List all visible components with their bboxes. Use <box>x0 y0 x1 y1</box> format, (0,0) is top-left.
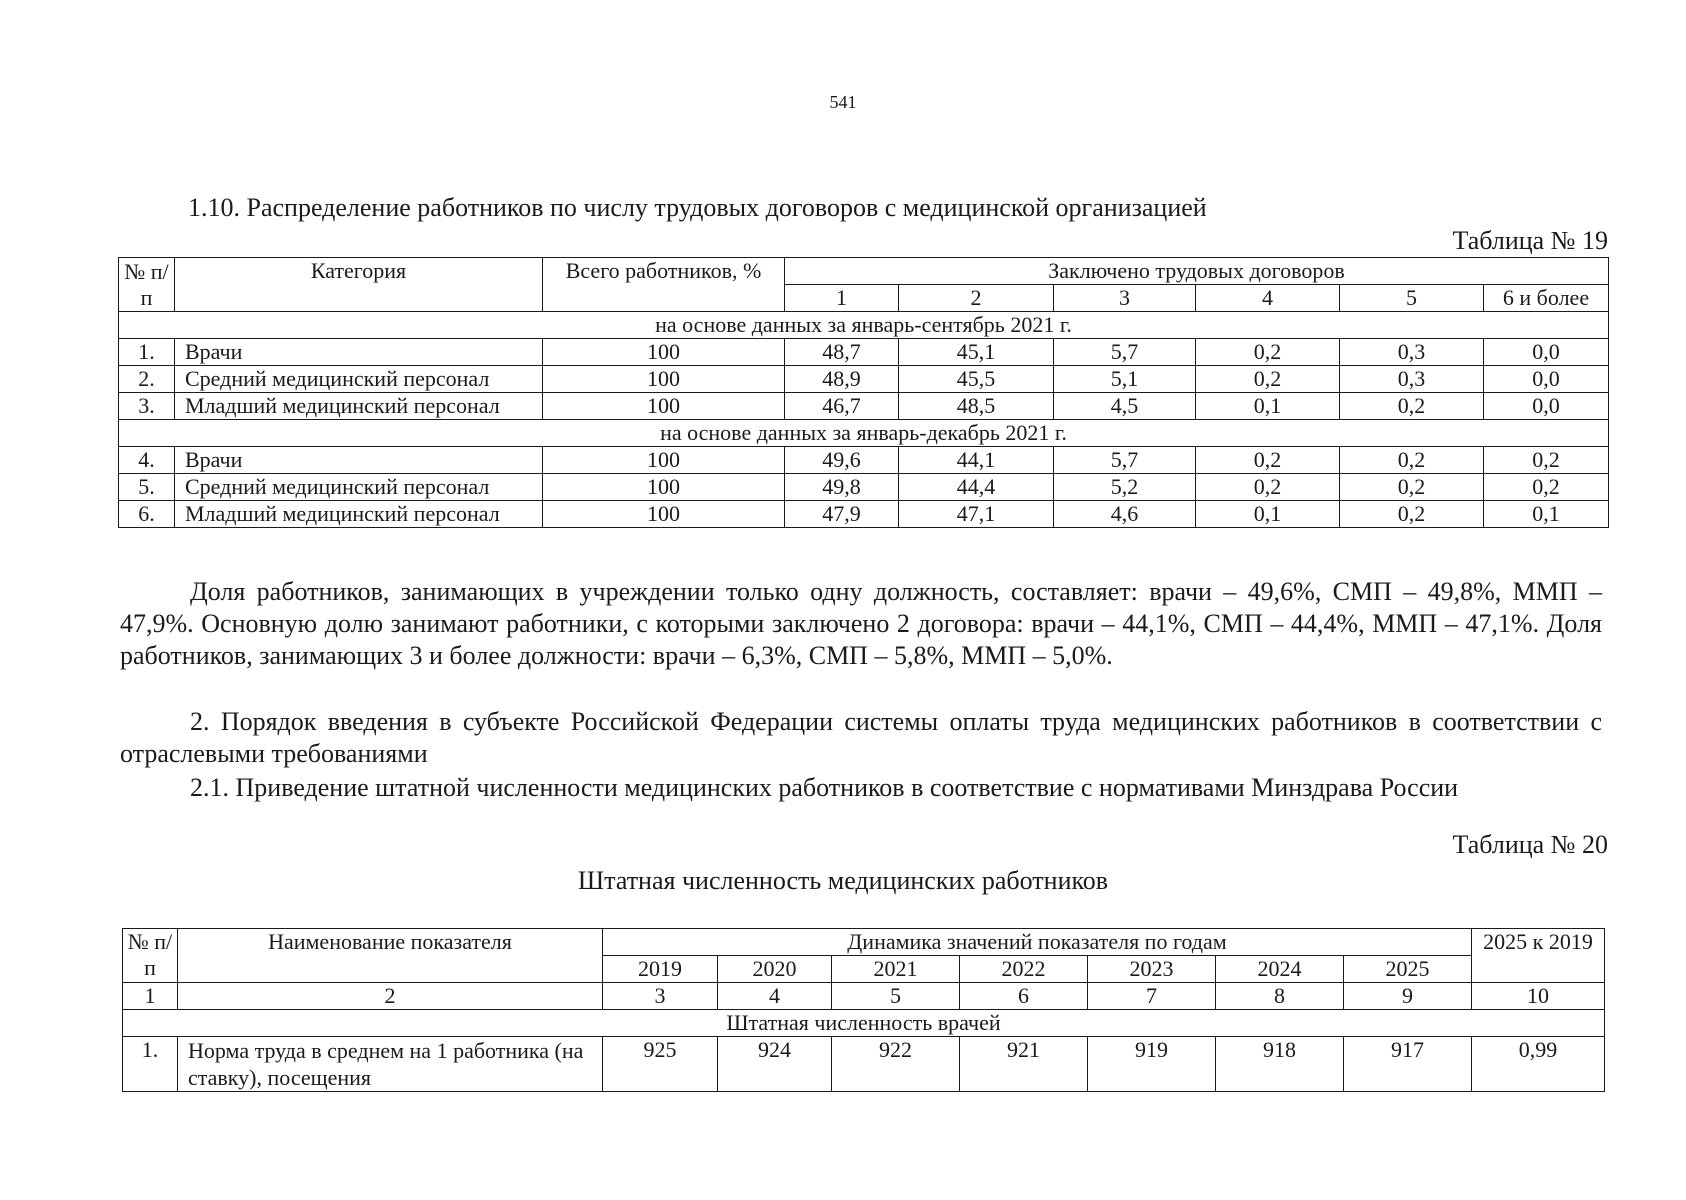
group-label: Штатная численность врачей <box>123 1010 1605 1037</box>
header-num: № п/п <box>123 929 178 983</box>
cell-indicator: Норма труда в среднем на 1 работника (на ставку), посещения <box>178 1037 603 1092</box>
col-number: 1 <box>123 983 178 1010</box>
cell-c1: 46,7 <box>785 393 899 420</box>
cell-num: 1. <box>123 1037 178 1092</box>
col-number: 9 <box>1344 983 1472 1010</box>
cell-c1: 49,8 <box>785 474 899 501</box>
cell-c6: 0,1 <box>1484 501 1609 528</box>
cell-c3: 5,7 <box>1054 447 1196 474</box>
cell-c2: 44,1 <box>899 447 1054 474</box>
staffing-table <box>122 928 1605 1092</box>
page-number: 541 <box>829 92 857 112</box>
cell-c4: 0,2 <box>1196 447 1340 474</box>
header-year: 2022 <box>960 956 1088 983</box>
cell-c3: 5,7 <box>1054 339 1196 366</box>
cell-c2: 44,4 <box>899 474 1054 501</box>
header-year: 2023 <box>1088 956 1216 983</box>
group-label: на основе данных за январь-декабрь 2021 г. <box>119 420 1609 447</box>
table-20-title: Штатная численность медицинских работников <box>577 866 1109 895</box>
cell-c4: 0,2 <box>1196 474 1340 501</box>
cell-c4: 0,2 <box>1196 339 1340 366</box>
subsection-2-1-title: 2.1. Приведение штатной численности медицинских работников в соответствие с нормативами Минздрава России <box>190 773 1459 802</box>
cell-c1: 49,6 <box>785 447 899 474</box>
table-19-caption: Таблица № 19 <box>1452 226 1608 255</box>
table-row <box>119 366 1609 393</box>
cell-value: 922 <box>832 1037 960 1092</box>
cell-total: 100 <box>543 393 785 420</box>
cell-c3: 5,2 <box>1054 474 1196 501</box>
col-number: 2 <box>178 983 603 1010</box>
header-contracts: Заключено трудовых договоров <box>785 258 1609 285</box>
header-year: 2025 <box>1344 956 1472 983</box>
cell-c4: 0,1 <box>1196 501 1340 528</box>
cell-num: 1. <box>119 339 175 366</box>
cell-c3: 4,5 <box>1054 393 1196 420</box>
section-title: 1.10. Распределение работников по числу трудовых договоров с медицинской организацией <box>188 193 1207 222</box>
header-c3: 3 <box>1054 285 1196 312</box>
cell-value: 925 <box>603 1037 718 1092</box>
cell-c2: 47,1 <box>899 501 1054 528</box>
table-header-row <box>123 929 1605 956</box>
cell-category: Врачи <box>175 447 543 474</box>
cell-c5: 0,3 <box>1340 339 1484 366</box>
cell-c1: 47,9 <box>785 501 899 528</box>
cell-c2: 45,1 <box>899 339 1054 366</box>
table-row <box>123 1037 1605 1092</box>
header-year: 2020 <box>718 956 832 983</box>
cell-c3: 5,1 <box>1054 366 1196 393</box>
table-row <box>119 339 1609 366</box>
group-row <box>119 420 1609 447</box>
cell-c5: 0,2 <box>1340 474 1484 501</box>
col-number: 6 <box>960 983 1088 1010</box>
cell-c2: 48,5 <box>899 393 1054 420</box>
header-indicator: Наименование показателя <box>178 929 603 983</box>
cell-c5: 0,2 <box>1340 447 1484 474</box>
table-row <box>119 447 1609 474</box>
table-row <box>119 501 1609 528</box>
summary-paragraph: Доля работников, занимающих в учреждении только одну должность, составляет: врачи – 49,6%, СМП – 49,8%, ММП – 47,9%. Основную долю занимают работники, с которыми заключено 2 договора: врачи – 44,1%, СМП – 44,4%, ММП – 47,1%. Доля работников, занимающих 3 и более должности: врачи – 6,3%, СМП – 5,8%, ММП – 5,0%. <box>120 577 1602 670</box>
table-20-caption: Таблица № 20 <box>1452 830 1608 859</box>
header-c2: 2 <box>899 285 1054 312</box>
group-row <box>123 1010 1605 1037</box>
cell-total: 100 <box>543 447 785 474</box>
cell-value: 921 <box>960 1037 1088 1092</box>
cell-total: 100 <box>543 501 785 528</box>
cell-c3: 4,6 <box>1054 501 1196 528</box>
cell-c1: 48,9 <box>785 366 899 393</box>
cell-value: 918 <box>1216 1037 1344 1092</box>
cell-category: Средний медицинский персонал <box>175 366 543 393</box>
cell-c6: 0,0 <box>1484 366 1609 393</box>
table-row <box>119 393 1609 420</box>
header-c5: 5 <box>1340 285 1484 312</box>
table-header-row <box>119 258 1609 285</box>
cell-c1: 48,7 <box>785 339 899 366</box>
cell-c6: 0,0 <box>1484 339 1609 366</box>
cell-value: 917 <box>1344 1037 1472 1092</box>
cell-c5: 0,2 <box>1340 393 1484 420</box>
group-row <box>119 312 1609 339</box>
cell-category: Младший медицинский персонал <box>175 501 543 528</box>
header-ratio: 2025 к 2019 <box>1472 929 1605 983</box>
cell-c2: 45,5 <box>899 366 1054 393</box>
cell-c4: 0,2 <box>1196 366 1340 393</box>
cell-num: 2. <box>119 366 175 393</box>
column-number-row <box>123 983 1605 1010</box>
header-year: 2021 <box>832 956 960 983</box>
cell-num: 3. <box>119 393 175 420</box>
cell-value: 919 <box>1088 1037 1216 1092</box>
col-number: 7 <box>1088 983 1216 1010</box>
header-dynamics: Динамика значений показателя по годам <box>603 929 1472 956</box>
contracts-table <box>118 257 1609 528</box>
header-c6: 6 и более <box>1484 285 1609 312</box>
cell-num: 4. <box>119 447 175 474</box>
col-number: 8 <box>1216 983 1344 1010</box>
cell-value: 924 <box>718 1037 832 1092</box>
header-year: 2024 <box>1216 956 1344 983</box>
col-number: 5 <box>832 983 960 1010</box>
section-2-paragraph: 2. Порядок введения в субъекте Российской Федерации системы оплаты труда медицинских работников в соответствии с отраслевыми требованиями <box>120 707 1602 768</box>
cell-c4: 0,1 <box>1196 393 1340 420</box>
header-c1: 1 <box>785 285 899 312</box>
header-c4: 4 <box>1196 285 1340 312</box>
cell-c6: 0,2 <box>1484 474 1609 501</box>
header-category: Категория <box>175 258 543 312</box>
group-label: на основе данных за январь-сентябрь 2021 г. <box>119 312 1609 339</box>
cell-num: 6. <box>119 501 175 528</box>
cell-c6: 0,0 <box>1484 393 1609 420</box>
cell-category: Младший медицинский персонал <box>175 393 543 420</box>
table-row <box>119 474 1609 501</box>
cell-category: Врачи <box>175 339 543 366</box>
col-number: 3 <box>603 983 718 1010</box>
cell-total: 100 <box>543 339 785 366</box>
col-number: 4 <box>718 983 832 1010</box>
cell-total: 100 <box>543 474 785 501</box>
cell-c6: 0,2 <box>1484 447 1609 474</box>
cell-category: Средний медицинский персонал <box>175 474 543 501</box>
cell-num: 5. <box>119 474 175 501</box>
header-num: № п/п <box>119 258 175 312</box>
header-total: Всего работников, % <box>543 258 785 312</box>
cell-c5: 0,2 <box>1340 501 1484 528</box>
col-number: 10 <box>1472 983 1605 1010</box>
header-year: 2019 <box>603 956 718 983</box>
cell-ratio: 0,99 <box>1472 1037 1605 1092</box>
cell-total: 100 <box>543 366 785 393</box>
cell-c5: 0,3 <box>1340 366 1484 393</box>
